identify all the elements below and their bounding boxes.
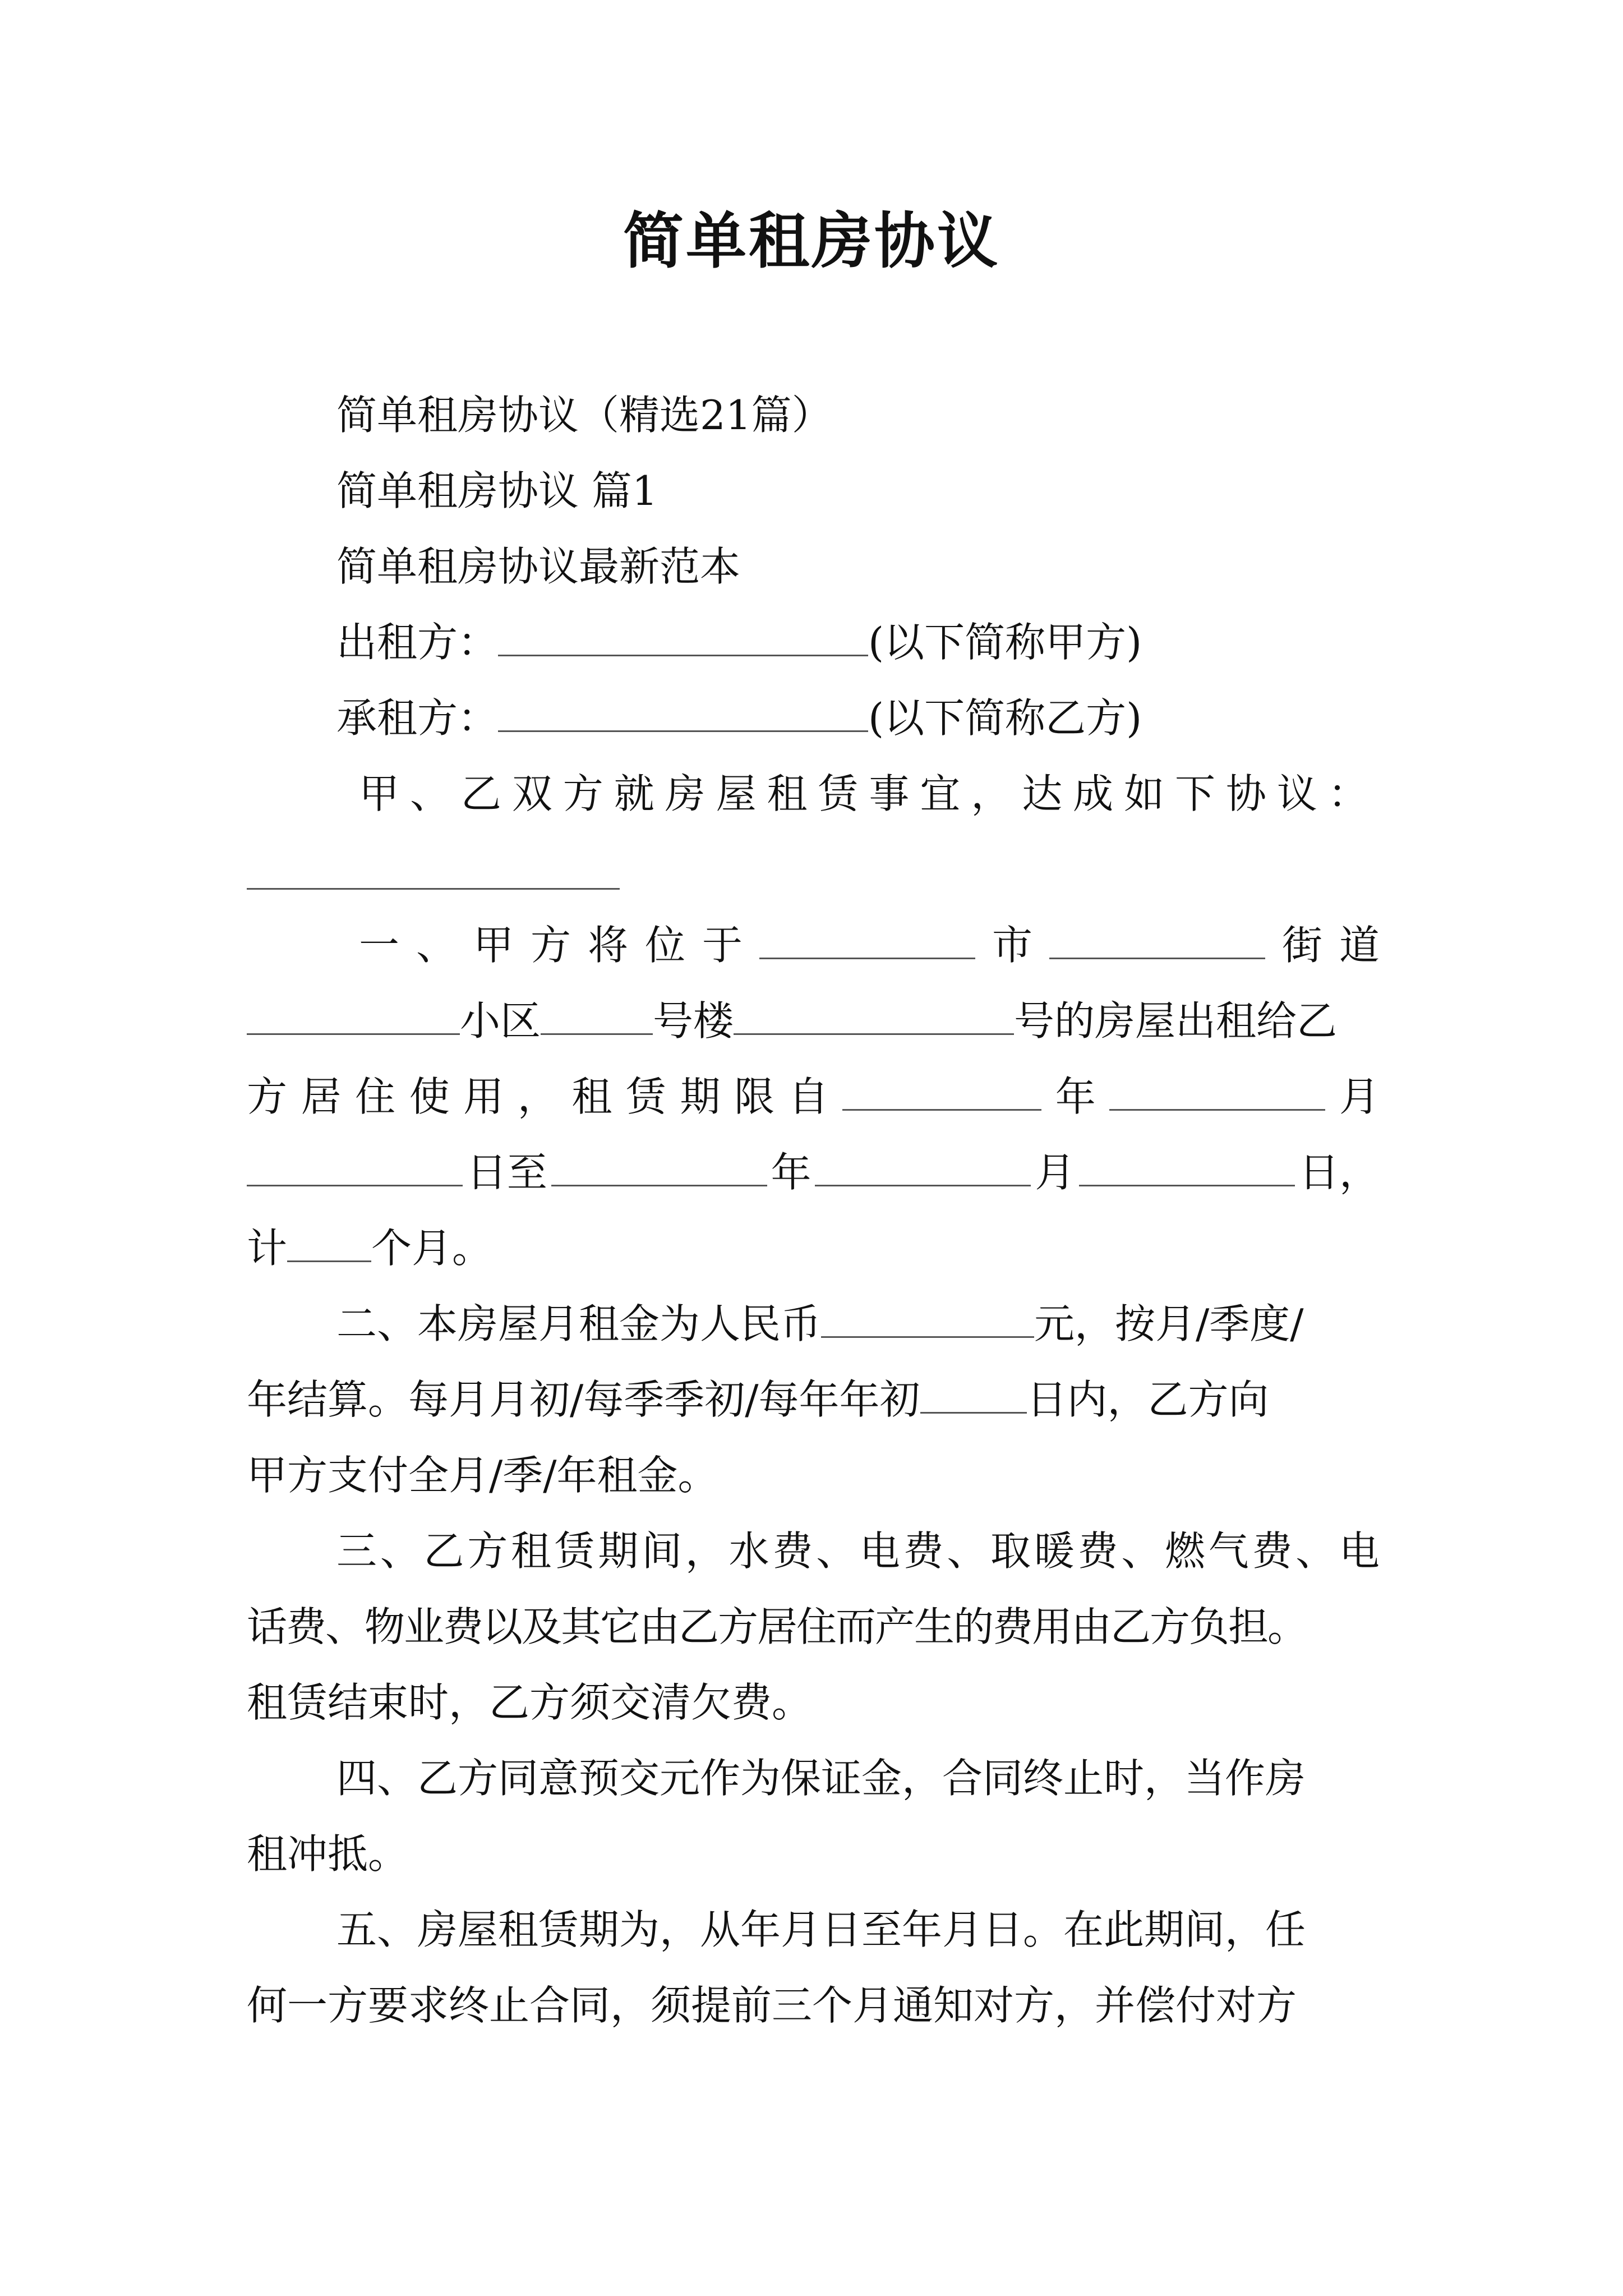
lessee-label: 承租方： <box>336 694 499 742</box>
clause-1-line-1 <box>359 917 1380 973</box>
months-blank <box>287 1226 371 1262</box>
agreement-char: 就 <box>614 770 654 817</box>
agreement-char: ： <box>1327 770 1368 817</box>
building-blank <box>541 999 653 1035</box>
text-char: 费 <box>1252 1527 1293 1575</box>
text-char: 赁 <box>554 1527 595 1575</box>
text-char: 燃 <box>1164 1527 1205 1575</box>
agreement-char: 事 <box>869 770 910 817</box>
agreement-char: 甲 <box>359 770 400 817</box>
start-day-blank <box>247 1150 463 1186</box>
clause-4-line-2: 租冲抵。 <box>247 1830 409 1878</box>
payment-days-blank <box>920 1377 1027 1414</box>
text-char: 、 <box>416 922 457 969</box>
agreement-char: 达 <box>1022 770 1063 817</box>
text-segment: 年 <box>771 1149 811 1196</box>
agreement-char: 双 <box>511 770 552 817</box>
clause-1-line-3 <box>247 1069 1380 1125</box>
clause-4-line-1: 四、乙方同意预交元作为保证金，合同终止时，当作房 <box>336 1755 1306 1802</box>
community-blank <box>247 999 460 1035</box>
street-blank <box>1049 923 1265 959</box>
text-char: 取 <box>990 1527 1031 1575</box>
agreement-char: 下 <box>1175 770 1216 817</box>
clause-3-line-1 <box>336 1523 1380 1579</box>
text-segment: 日， <box>1298 1149 1380 1196</box>
text-char: 方 <box>467 1527 508 1575</box>
lessor-line <box>336 614 1142 670</box>
clause-1-line-5 <box>247 1220 1380 1276</box>
text-char: 租 <box>571 1073 612 1120</box>
end-day-blank <box>1079 1150 1295 1186</box>
agreement-char: 赁 <box>818 770 859 817</box>
text-char: 方 <box>531 922 571 969</box>
text-segment: 号楼 <box>653 997 734 1045</box>
text-char: 于 <box>702 922 743 969</box>
clause-5-line-1: 五、房屋租赁期为，从年月日至年月日。在此期间，任 <box>336 1906 1306 1953</box>
text-segment: 日内，乙方向 <box>1026 1376 1269 1423</box>
text-char: 乙 <box>423 1527 464 1575</box>
lessor-blank <box>498 620 868 656</box>
text-char: 用 <box>463 1073 504 1120</box>
agreement-char: 租 <box>767 770 808 817</box>
text-char: 市 <box>992 922 1032 969</box>
text-char: ， <box>685 1527 726 1575</box>
agreement-char: 方 <box>562 770 603 817</box>
text-segment: 个月。 <box>371 1225 493 1272</box>
clause-1-line-4 <box>247 1144 1380 1200</box>
end-year-blank <box>551 1150 767 1186</box>
text-char: 租 <box>510 1527 551 1575</box>
clause-2-line-2 <box>247 1372 1380 1428</box>
text-segment: 年结算。每月月初/每季季初/每年年初 <box>247 1376 920 1423</box>
text-char: 电 <box>859 1527 900 1575</box>
clause-2-line-3: 甲方支付全月/季/年租金。 <box>247 1452 718 1499</box>
blank-underline <box>247 888 620 890</box>
text-char: 月 <box>1339 1073 1380 1120</box>
text-char: 居 <box>301 1073 342 1120</box>
text-segment: 号的房屋出租给乙 <box>1014 997 1338 1045</box>
clause-3-line-2: 话费、物业费以及其它由乙方居住而产生的费用由乙方负担。 <box>247 1603 1307 1650</box>
text-char: 、 <box>1121 1527 1162 1575</box>
text-segment: 小区 <box>460 997 541 1045</box>
agreement-char: 宜 <box>920 770 961 817</box>
lessor-suffix: (以下简称甲方) <box>868 619 1142 666</box>
agreement-char: 成 <box>1073 770 1114 817</box>
end-month-blank <box>815 1150 1031 1186</box>
text-char: 将 <box>588 922 629 969</box>
text-char: 限 <box>734 1073 775 1120</box>
document-title: 简单租房协议 <box>623 206 1000 277</box>
text-char: 费 <box>903 1527 944 1575</box>
text-char: 期 <box>598 1527 639 1575</box>
text-char: 赁 <box>625 1073 666 1120</box>
city-blank <box>759 923 975 959</box>
lessee-suffix: (以下简称乙方) <box>868 694 1142 742</box>
text-segment: 月 <box>1035 1149 1076 1196</box>
agreement-char: 协 <box>1225 770 1266 817</box>
intro-line-3: 简单租房协议最新范本 <box>336 543 741 590</box>
text-char: 三 <box>336 1527 377 1575</box>
text-char: 期 <box>680 1073 721 1120</box>
clause-1-line-2 <box>247 993 1380 1049</box>
start-year-blank <box>842 1074 1041 1111</box>
text-segment: 计 <box>247 1225 288 1272</box>
clause-3-line-3: 租赁结束时，乙方须交清欠费。 <box>247 1679 813 1726</box>
text-char: 甲 <box>473 922 514 969</box>
text-char: 年 <box>1055 1073 1096 1120</box>
intro-line-2: 简单租房协议 篇1 <box>336 467 658 514</box>
text-char: 方 <box>247 1073 288 1120</box>
text-char: 位 <box>645 922 686 969</box>
text-char: 费 <box>772 1527 813 1575</box>
agreement-statement <box>359 766 1368 822</box>
text-segment: 日至 <box>466 1149 547 1196</box>
text-char: ， <box>517 1073 558 1120</box>
text-segment: 元，按月/季度/ <box>1034 1300 1304 1347</box>
clause-2-line-1 <box>336 1296 1304 1352</box>
rent-amount-blank <box>821 1301 1034 1338</box>
text-char: 一 <box>359 922 400 969</box>
lessee-line <box>336 690 1142 746</box>
clause-5-line-2: 何一方要求终止合同，须提前三个月通知对方，并偿付对方 <box>247 1982 1297 2029</box>
intro-line-1: 简单租房协议（精选21篇） <box>336 392 832 439</box>
room-blank <box>734 999 1014 1035</box>
text-char: 住 <box>355 1073 396 1120</box>
text-char: 自 <box>788 1073 829 1120</box>
agreement-char: 乙 <box>460 770 501 817</box>
text-char: 街 <box>1281 922 1322 969</box>
text-char: 、 <box>816 1527 857 1575</box>
text-char: 、 <box>947 1527 988 1575</box>
text-char: 、 <box>380 1527 421 1575</box>
agreement-char: 房 <box>665 770 706 817</box>
start-month-blank <box>1109 1074 1325 1111</box>
agreement-char: 议 <box>1276 770 1317 817</box>
agreement-char: 屋 <box>716 770 757 817</box>
agreement-char: ， <box>971 770 1012 817</box>
text-segment: 二、本房屋月租金为人民币 <box>336 1300 822 1347</box>
agreement-char: 、 <box>409 770 450 817</box>
text-char: 电 <box>1339 1527 1380 1575</box>
lessee-blank <box>498 696 868 732</box>
text-char: 气 <box>1208 1527 1249 1575</box>
text-char: 水 <box>728 1527 769 1575</box>
text-char: 、 <box>1295 1527 1336 1575</box>
text-char: 使 <box>409 1073 450 1120</box>
lessor-label: 出租方： <box>336 619 499 666</box>
text-char: 道 <box>1339 922 1380 969</box>
text-char: 暖 <box>1034 1527 1075 1575</box>
agreement-char: 如 <box>1124 770 1165 817</box>
text-char: 间 <box>642 1527 683 1575</box>
text-char: 费 <box>1077 1527 1118 1575</box>
